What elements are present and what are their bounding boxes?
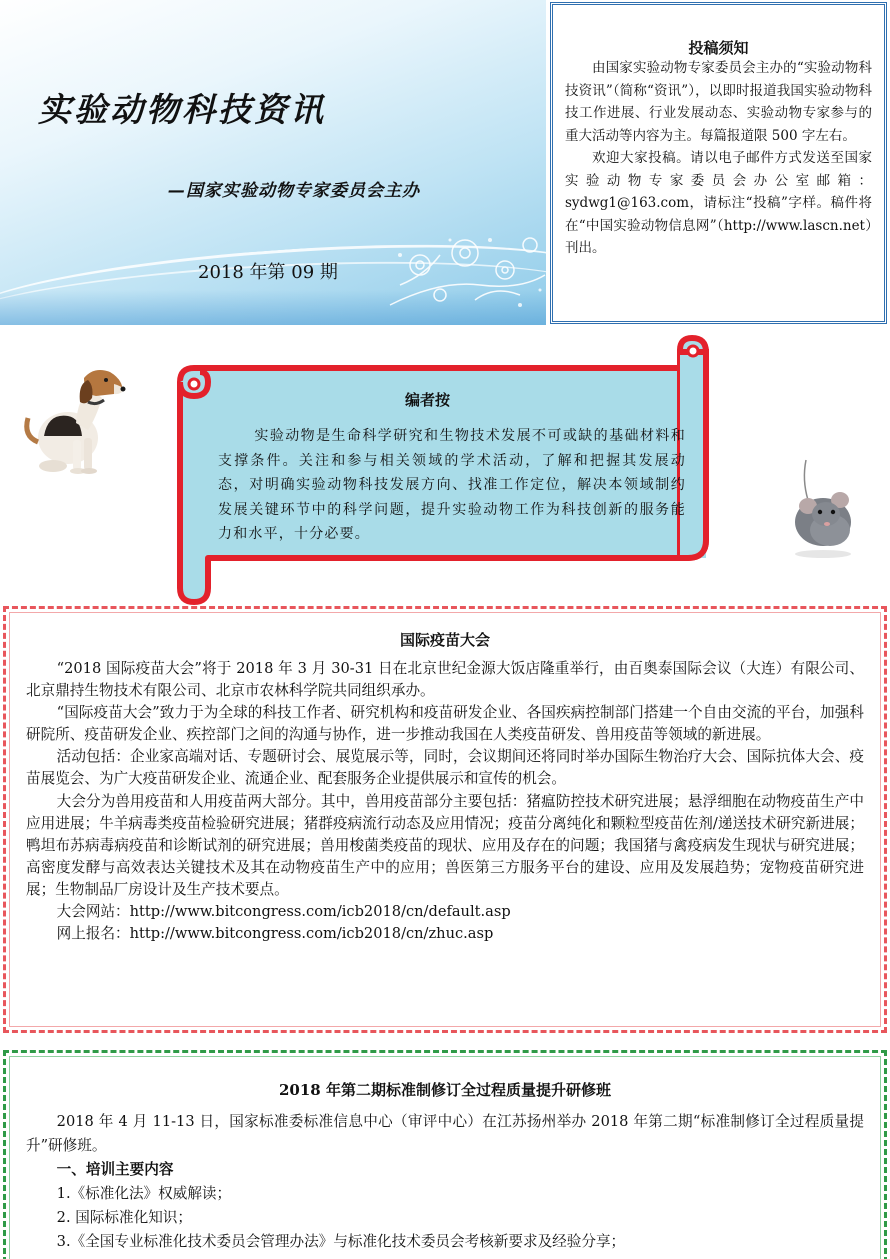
vaccine-congress-section — [3, 606, 887, 1033]
publication-subtitle: —国家实验动物专家委员会主办 — [168, 181, 420, 201]
submission-notice-box — [550, 2, 887, 324]
section-body — [26, 658, 864, 945]
notice-title: 投稿须知 — [688, 39, 749, 57]
section-heading: 一、培训主要内容 — [56, 1161, 174, 1178]
list-item: 2. 国际标准化知识； — [56, 1209, 192, 1226]
issue-number: 2018 年第 09 期 — [198, 262, 338, 283]
section-paragraph: “2018 国际疫苗大会”将于 2018 年 3 月 30-31 日在北京世纪金源大饭店隆重举行，由百奥泰国际会议（大连）有限公司、北京鼎持生物技术有限公司、北京市农林科学院共同组织承办。 — [26, 660, 864, 700]
section-paragraph: 活动包括：企业家高端对话、专题研讨会、展览展示等，同时，会议期间还将同时举办国际生物治疗大会、国际抗体大会、疫苗展览会、为广大疫苗研发企业、流通企业、配套服务企业提供展示和宣传的机会。 — [26, 748, 864, 788]
section-paragraph: 大会分为兽用疫苗和人用疫苗两大部分。其中，兽用疫苗部分主要包括：猪瘟防控技术研究进展；悬浮细胞在动物疫苗生产中应用进展；牛羊病毒类疫苗检验研究进展；猪群疫病流行动态及应用情况；疫苗分离纯化和颗粒型疫苗佐剂/递送技术研究新进展；鸭坦布苏病毒病疫苗和诊断试剂的研究进展；兽用梭菌类疫苗的现状、应用及存在的问题；我国猪与禽疫病发生现状与研究进展；高密度发酵与高效表达关键技术及其在动物疫苗生产中的应用；兽医第三方服务平台的建设、应用及发展趋势；宠物疫苗研究进展；生物制品厂房设计及生产技术要点。 — [26, 792, 864, 898]
section-paragraph: “国际疫苗大会”致力于为全球的科技工作者、研究机构和疫苗研发企业、各国疾病控制部门搭建一个自由交流的平台，加强科研院所、疫苗研发企业、疾控部门之间的沟通与协作，进一步推动我国在人类疫苗研发、兽用疫苗等领域的新进展。 — [26, 704, 864, 744]
header-banner — [0, 0, 546, 325]
congress-website-link[interactable]: 大会网站：http://www.bitcongress.com/icb2018/cn/default.asp — [56, 903, 511, 921]
editor-note-title: 编者按 — [405, 391, 451, 409]
section-paragraph: 2018 年 4 月 11-13 日，国家标准委标准信息中心（审评中心）在江苏扬州举办 2018 年第二期“标准制修订全过程质量提升”研修班。 — [26, 1113, 864, 1154]
section-body — [26, 1110, 864, 1254]
section-title: 2018 年第二期标准制修订全过程质量提升研修班 — [279, 1081, 611, 1099]
section-title: 国际疫苗大会 — [399, 631, 490, 649]
mouse-icon — [778, 450, 873, 560]
publication-title: 实验动物科技资讯 — [38, 90, 326, 129]
notice-paragraph: 欢迎大家投稿。请以电子邮件方式发送至国家实验动物专家委员会办公室邮箱：sydwg1@163.com，请标注“投稿”字样。稿件将在“中国实验动物信息网”（http://www.lascn.net）刊出。 — [565, 150, 872, 256]
list-item: 1.《标准化法》权威解读； — [56, 1185, 232, 1202]
registration-link[interactable]: 网上报名：http://www.bitcongress.com/icb2018/cn/zhuc.asp — [56, 925, 494, 943]
list-item: 3.《全国专业标准化技术委员会管理办法》与标准化技术委员会考核新要求及经验分享； — [56, 1233, 626, 1250]
editor-note-body — [218, 424, 686, 547]
standards-training-section — [3, 1050, 887, 1259]
flower-decoration-icon — [380, 225, 546, 315]
notice-paragraph: 由国家实验动物专家委员会主办的“实验动物科技资讯”（简称“资讯”），以即时报道我国实验动物科技工作进展、行业发展动态、实验动物专家参与的重大活动等内容为主。每篇报道限 500 字左右。 — [565, 60, 872, 144]
beagle-dog-icon — [18, 358, 130, 476]
editor-note-text: 实验动物是生命科学研究和生物技术发展不可或缺的基础材料和支撑条件。关注和参与相关领域的学术活动，了解和把握其发展动态，对明确实验动物科技发展方向、找准工作定位，解决本领域制约发展关键环节中的科学问题，提升实验动物工作为科技创新的服务能力和水平，十分必要。 — [218, 428, 686, 542]
notice-body — [565, 57, 872, 260]
